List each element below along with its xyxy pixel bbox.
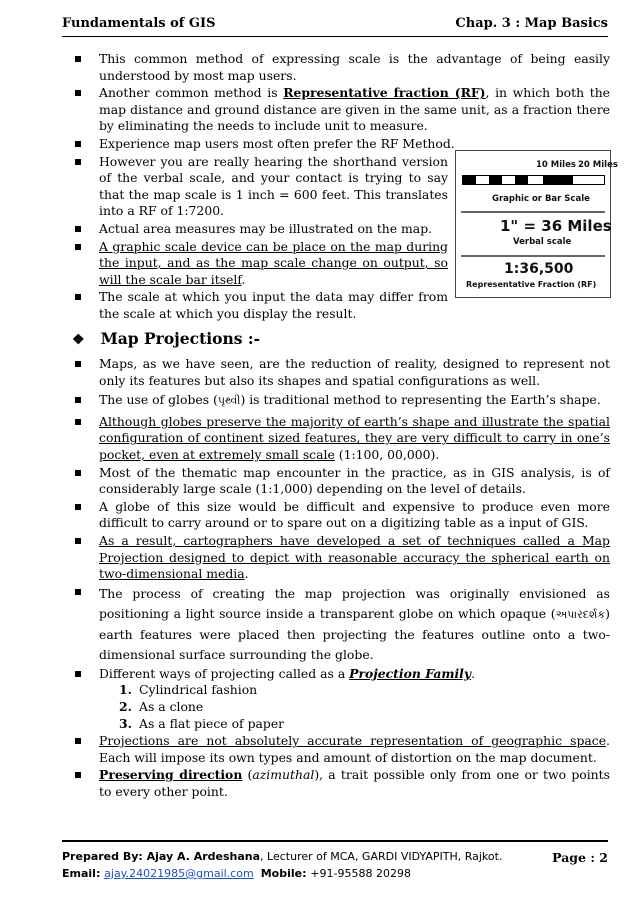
scale-figure [455,150,618,298]
list-item: 2. As a clone [119,699,204,714]
projection-bullet-list [72,356,610,800]
rf-scale-caption: Representative Fraction (RF) [466,280,597,289]
header-chapter: Chap. 3 : Map Basics [455,16,608,31]
list-item: Most of the thematic map encounter in the practice, as in GIS analysis, is of considerably large scale (1:1,000) depending on the level of details. [72,465,610,498]
diamond-bullet-icon: ❖ [72,331,85,348]
page-number: Page : 2 [552,850,608,865]
email-link[interactable]: ajay.24021985@gmail.com [104,867,254,880]
rf-scale-value: 1:36,500 [504,261,574,277]
list-item: A graphic scale device can be place on the map during the input, and as the map scale change on output, so will the scale bar itself. [72,239,448,289]
scale-label-20-miles: 20 Miles [578,160,618,170]
list-item: Experience map users most often prefer the RF Method. [72,136,610,153]
list-item: Different ways of projecting called as a Projection Family. 1. Cylindrical fashion 2. As a clone 3. As a flat piece of paper [72,666,610,732]
footer-author-line: Prepared By: Ajay A. Ardeshana, Lecturer of MCA, GARDI VIDYAPITH, Rajkot. [62,850,503,863]
verbal-scale-value: 1" = 36 Miles [500,217,612,235]
list-item: Although globes preserve the majority of earth’s shape and illustrate the spatial configuration of continent sized features, they are very difficult to carry in one’s pocket, even at extremely small scale (1:100, 00,000). [72,414,610,464]
list-item: However you are really hearing the shorthand version of the verbal scale, and your contact is trying to say that the map scale is 1 inch = 600 feet. This translates into a RF of 1:7200. [72,154,448,220]
list-item: As a result, cartographers have developed a set of techniques called a Map Projection designed to depict with reasonable accuracy the spherical earth on two-dimensional media. [72,533,610,583]
divider [461,255,605,257]
projection-family-term: Projection Family [349,665,472,681]
projection-family-list [99,682,610,732]
list-item: Projections are not absolutely accurate representation of geographic space. Each will impose its own types and amount of distortion on the map document. [72,733,610,766]
list-item: Another common method is Representative fraction (RF), in which both the map distance and ground distance are given in the same unit, as a fraction there by eliminating the needs to include unit to measure. [72,85,610,135]
section-heading: ❖ Map Projections :- [72,328,260,348]
list-item: A globe of this size would be difficult and expensive to produce even more difficult to carry around or to spare out on a digitizing table as a input of GIS. [72,499,610,532]
list-item: The scale at which you input the data may differ from the scale at which you display the result. [72,289,448,322]
scale-label-10-miles: 10 Miles [536,160,576,170]
page-header [62,14,608,37]
verbal-scale-caption: Verbal scale [513,237,572,247]
list-item: Preserving direction (azimuthal), a trait possible only from one or two points to every other point. [72,767,610,800]
page-footer [62,840,608,882]
divider [461,211,605,213]
rf-term: Representative fraction (RF) [283,85,486,101]
list-item: The process of creating the map projection was originally envisioned as positioning a light source inside a transparent globe on which opaque (અપારદર્શક) earth features were placed then projecting the features outline onto a two-dimensional surface surrounding the globe. [72,584,610,665]
list-item: 3. As a flat piece of paper [119,715,285,731]
list-item: Maps, as we have seen, are the reduction of reality, designed to represent not only its features but also its shapes and spatial configurations as well. [72,356,610,389]
header-book-title: Fundamentals of GIS [62,16,216,31]
list-item: The use of globes (પૃથ્વી) is traditional method to representing the Earth’s shape. [72,392,610,410]
bar-scale-graphic [462,175,605,185]
footer-contact-line: Email: ajay.24021985@gmail.com Mobile: +91-95588 20298 [62,867,411,880]
list-item: Actual area measures may be illustrated on the map. [72,221,448,238]
list-item: 1. Cylindrical fashion [119,682,258,698]
author-name: Ajay A. Ardeshana [146,850,261,863]
mobile-number: +91-95588 20298 [310,867,411,880]
list-item: This common method of expressing scale is the advantage of being easily understood by most map users. [72,51,610,84]
graphic-scale-caption: Graphic or Bar Scale [492,194,590,204]
